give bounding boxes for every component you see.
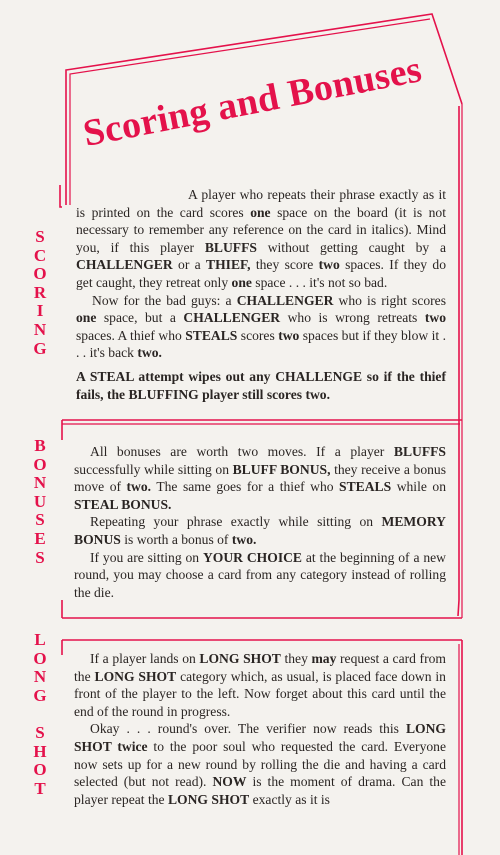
scoring-paragraph-1 (76, 186, 446, 292)
bold-text-run: BLUFFS (393, 444, 446, 459)
scoring-paragraph-3 (76, 368, 446, 403)
scoring-section (76, 186, 446, 403)
text-run: spaces. If they do get caught, they retreat only (76, 257, 447, 290)
text-run: If a player lands on (90, 651, 200, 666)
text-run: is worth a bonus of (120, 531, 232, 547)
text-run: Now for the bad guys: a (92, 292, 237, 308)
side-label-letter: S (35, 547, 45, 567)
side-label-letter: R (33, 282, 47, 302)
bold-text-run: CHALLENGER (76, 257, 173, 273)
text-run: Repeating your phrase exactly while sitting on (90, 514, 382, 530)
text-run: spaces. A thief who (76, 327, 186, 343)
side-label-letter: S (35, 722, 45, 742)
bold-text-run: two. (126, 479, 152, 495)
longshot-paragraph-1 (74, 650, 446, 720)
side-label-letter: T (34, 778, 46, 798)
scoring-paragraph-2 (76, 292, 446, 362)
bold-text-run: MEMORY BONUS (74, 514, 446, 547)
side-label-letter: G (33, 685, 47, 705)
bold-text-run: STEALS (185, 327, 238, 343)
bold-text-run: LONG SHOT (94, 668, 177, 684)
side-label-letter: H (33, 741, 47, 761)
bonuses-section (74, 443, 446, 601)
bold-text-run: two (424, 310, 446, 326)
side-label-letter: I (36, 301, 44, 321)
side-label-letter: N (33, 473, 47, 493)
side-label-letter: N (33, 319, 47, 339)
text-run: space on the board (it is not necessary to remember any reference on the card in italics). Mind you, if this player (76, 204, 446, 255)
side-label-letter: B (34, 436, 46, 455)
bold-text-run: THIEF, (206, 257, 251, 273)
text-run: they receive a bonus move of (74, 461, 446, 495)
bold-text-run: one (76, 310, 97, 326)
text-run: at the beginning of a new round, you may choose a card from any category instead of rolling the die. (74, 549, 446, 600)
longshot-paragraph-2 (74, 720, 446, 808)
text-run: The same goes for a thief who (151, 479, 340, 495)
bold-text-run: one (231, 274, 252, 290)
bold-text-run: YOUR CHOICE (202, 549, 302, 565)
side-label-letter: S (35, 227, 45, 246)
side-label-letter: O (33, 648, 47, 668)
side-label-letter: O (33, 264, 47, 284)
bold-text-run: NOW (212, 774, 247, 790)
bold-text-run: CHALLENGER (236, 292, 334, 308)
text-run: they score (250, 257, 319, 273)
bonuses-paragraph-1 (74, 443, 446, 513)
text-run: All bonuses are worth two moves. If a player (90, 444, 394, 459)
bold-text-run: two (318, 257, 340, 273)
page-title: Scoring and Bonuses (79, 48, 426, 156)
side-label-letter: C (33, 245, 47, 265)
text-run: who is right scores (333, 292, 446, 308)
side-label-letter: N (33, 667, 47, 687)
bold-text-run: may (311, 651, 337, 666)
text-run: without getting caught by a (256, 239, 446, 255)
bold-text-run: STEAL BONUS. (74, 496, 172, 512)
bold-text-run: A STEAL attempt wipes out any CHALLENGE so if the thief fails, the BLUFFING player still scores two. (76, 368, 446, 402)
bonuses-paragraph-2 (74, 513, 446, 548)
text-run: is the moment of drama. Can the player repeat the (74, 774, 446, 807)
side-label-letter: O (33, 454, 47, 474)
bold-text-run: LONG SHOT twice (74, 721, 446, 754)
side-label-letter: E (34, 528, 46, 548)
scoring-side-label (30, 228, 50, 358)
text-run: successfully while sitting on (74, 461, 233, 477)
text-run: who is wrong retreats (280, 310, 425, 326)
text-run: Okay . . . round's over. The verifier now reads this (90, 721, 406, 737)
bold-text-run: two. (137, 345, 162, 361)
side-label-letter: O (33, 760, 47, 780)
text-run: If you are sitting on (90, 549, 203, 565)
longshot-side-label (30, 631, 50, 798)
bold-text-run: LONG SHOT (199, 651, 281, 666)
bonuses-paragraph-3 (74, 549, 446, 602)
bold-text-run: two. (231, 531, 257, 547)
bold-text-run: LONG SHOT (167, 791, 250, 807)
text-run: category which, as usual, is placed face down in front of the player to the left. Now forget about this card until the end of the round in progress. (74, 668, 446, 719)
longshot-section (74, 650, 446, 808)
text-run: scores (237, 327, 279, 343)
text-run: exactly as it is (249, 791, 330, 807)
text-run: or a (172, 257, 207, 273)
bonuses-side-label (30, 437, 50, 567)
bold-text-run: one (250, 204, 271, 220)
text-run: space . . . it's not so bad. (251, 274, 388, 290)
bold-text-run: two (278, 327, 300, 343)
bold-text-run: BLUFFS (204, 239, 257, 255)
side-label-letter: U (33, 491, 47, 511)
text-run: they (280, 651, 312, 666)
text-run: to the poor soul who requested the card. Everyone now sets up for a new round by rolling the die and having a card selected (but not read). (74, 738, 446, 790)
side-label-letter: S (35, 510, 45, 530)
bold-text-run: CHALLENGER (183, 310, 281, 326)
bold-text-run: BLUFF BONUS, (232, 461, 331, 477)
text-run: spaces but if they blow it . . . it's back (76, 327, 446, 361)
text-run: A player who repeats their phrase exactly as it is printed on the card scores (76, 187, 446, 220)
side-label-letter: L (34, 630, 46, 649)
text-run: space, but a (96, 310, 184, 326)
bold-text-run: STEALS (339, 479, 392, 495)
text-run: request a card from the (74, 651, 446, 684)
side-label-letter: G (33, 338, 47, 358)
text-run: while on (391, 479, 446, 495)
